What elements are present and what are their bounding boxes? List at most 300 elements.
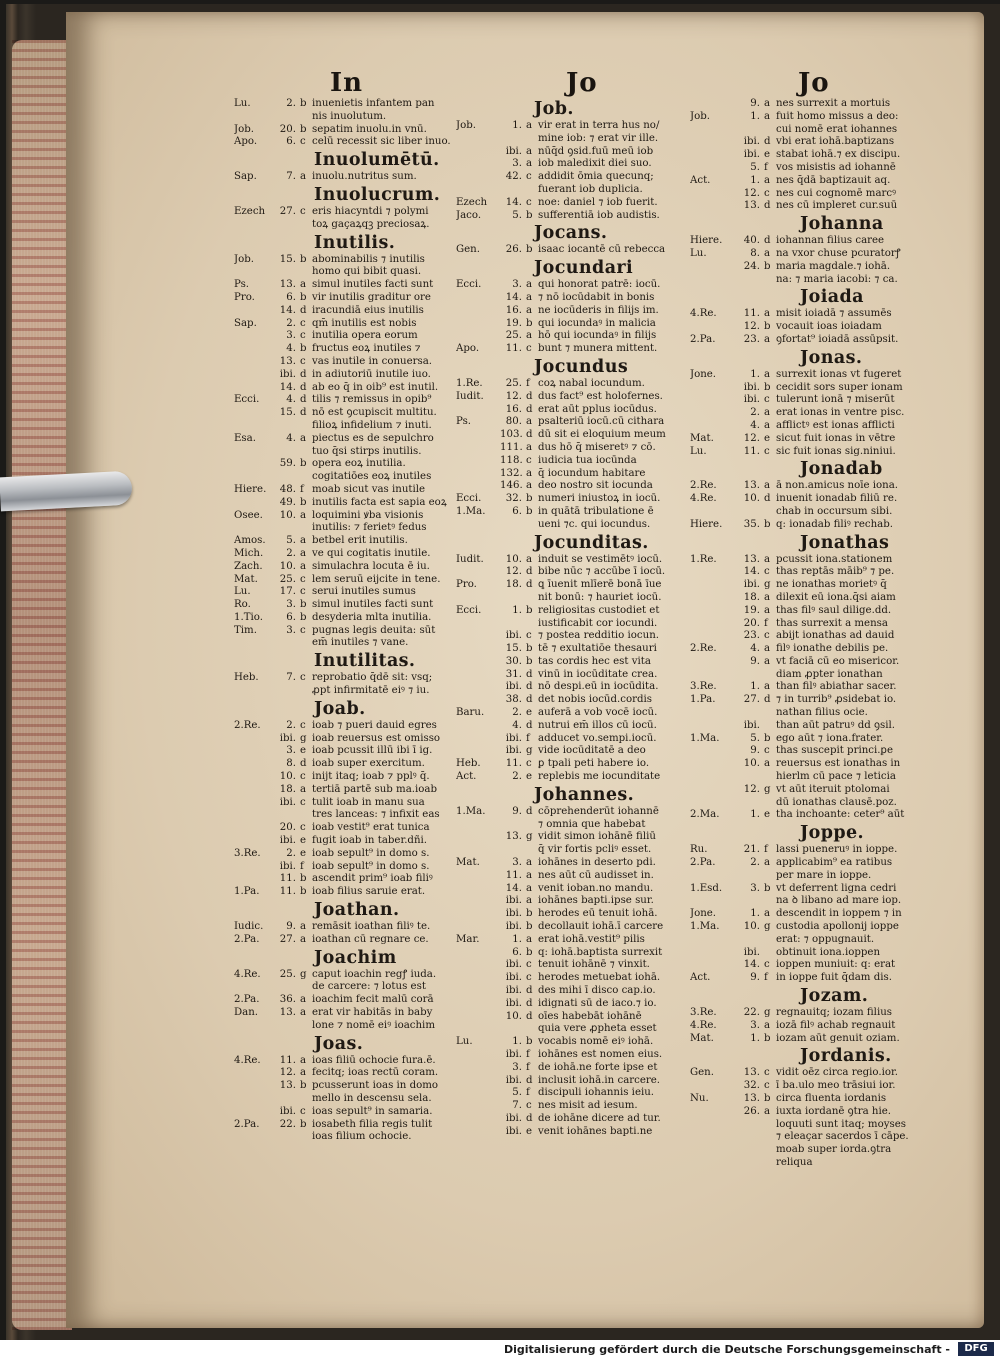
book-ref: [456, 1023, 500, 1036]
chapter-ref: 21.: [743, 844, 760, 856]
section-letter: c: [300, 136, 306, 148]
chapter-ref: [736, 1144, 764, 1157]
chapter-ref: 4.: [512, 719, 522, 731]
entry-text: erat: ⁊ oppugnauit.: [776, 933, 875, 945]
book-ref: [690, 745, 736, 758]
section-letter: b: [526, 946, 533, 958]
entry-line: [234, 206, 458, 219]
section-letter: c: [764, 959, 770, 971]
book-ref: 1.Tio.: [234, 611, 263, 623]
section-letter: [300, 685, 312, 698]
chapter-ref: 20.: [279, 123, 296, 135]
entry-text: descendit in ioppem ⁊ in: [776, 908, 902, 920]
entry-line: [456, 566, 688, 579]
entry-text: ioachim fecit malū corā: [312, 994, 434, 1006]
entry-line: [234, 745, 458, 758]
entry-text: custodia apollonij ioppe: [776, 921, 899, 933]
book-ref: Ru.: [690, 844, 708, 856]
section-letter: f: [526, 732, 530, 744]
section-letter: c: [300, 672, 306, 684]
chapter-ref: ibi.: [505, 732, 522, 744]
section-letter: a: [526, 304, 533, 316]
book-ref: Ps.: [456, 416, 472, 428]
book-ref: [234, 458, 274, 471]
section-letter: [526, 844, 538, 857]
entry-line: [456, 468, 688, 481]
book-ref: Mat.: [234, 573, 258, 585]
entry-line: [456, 771, 688, 784]
entry-line: [234, 981, 458, 994]
chapter-ref: 59.: [279, 458, 296, 470]
book-ref: [456, 908, 500, 921]
chapter-ref: 6.: [512, 505, 522, 517]
chapter-ref: ibi.: [279, 835, 296, 847]
chapter-ref: ibi.: [505, 681, 522, 693]
book-ref: 1.Re.: [456, 377, 483, 389]
book-ref: [690, 261, 736, 274]
entry-line: [690, 162, 926, 175]
chapter-ref: [274, 809, 300, 822]
entry-text: ab eo q̄ in oib⁹ est inutil.: [312, 381, 439, 393]
chapter-ref: [500, 618, 526, 631]
book-ref: [456, 455, 500, 468]
section-letter: a: [764, 1019, 771, 1031]
section-letter: d: [526, 694, 533, 706]
book-ref: [690, 407, 736, 420]
chapter-ref: 13.: [743, 200, 760, 212]
entry-line: [690, 407, 926, 420]
entry-line: [690, 681, 926, 694]
book-ref: [234, 1131, 274, 1144]
entry-text: q: iohā.baptista surrexit: [538, 946, 663, 958]
book-ref: [234, 407, 274, 420]
section-letter: c: [300, 355, 306, 367]
section-letter: f: [526, 1061, 530, 1073]
entry-text: mine iob: ⁊ erat vir ille.: [538, 132, 659, 144]
chapter-ref: 6.: [512, 946, 522, 958]
chapter-ref: 13.: [279, 1007, 296, 1019]
entry-text: deo nostro sit iocunda: [538, 480, 653, 492]
entry-text: fecitq; ioas rectū coram.: [312, 1067, 439, 1079]
book-ref: [456, 921, 500, 934]
section-heading: Jonas.: [800, 347, 863, 368]
section-letter: b: [764, 882, 771, 894]
entry-line: [690, 1119, 926, 1132]
chapter-ref: 10.: [505, 553, 522, 565]
section-letter: d: [526, 719, 533, 731]
entry-line: [690, 947, 926, 960]
entry-text: nes cui cognomē marcꝰ: [776, 187, 897, 199]
book-ref: [234, 266, 274, 279]
book-ref: [456, 720, 500, 733]
chapter-ref: 2.: [512, 771, 522, 783]
column-3: [690, 98, 926, 1170]
section-letter: a: [764, 643, 771, 655]
book-ref: [690, 592, 736, 605]
entry-line: [690, 394, 926, 407]
dfg-logo: DFG: [958, 1342, 994, 1356]
section-letter: d: [764, 694, 771, 706]
entry-line: [456, 579, 688, 592]
entry-text: tas cordis hec est vita: [538, 655, 651, 667]
section-letter: b: [300, 253, 307, 265]
book-ref: [234, 446, 274, 459]
entry-text: iohannan filius caree: [776, 235, 885, 247]
entry-line: [456, 643, 688, 656]
entry-line: [234, 318, 458, 331]
entry-text: iozā filꝰ achab regnauit: [776, 1019, 896, 1031]
entry-text: loquuti sunt itaq; moyses: [776, 1118, 906, 1130]
chapter-ref: 10.: [279, 509, 296, 521]
entry-text: nes surrexit a mortuis: [776, 98, 891, 109]
section-letter: [300, 809, 312, 822]
section-letter: d: [300, 394, 307, 406]
entry-line: [456, 605, 688, 618]
entry-text: ne ionathas morietꝰ q̄: [776, 579, 887, 591]
chapter-ref: 10.: [279, 771, 296, 783]
entry-text: ueni ⁊c. qui iocundus.: [538, 518, 651, 530]
entry-text: iohānes in deserto pdi.: [538, 857, 656, 869]
section-letter: a: [764, 604, 771, 616]
chapter-ref: [274, 266, 300, 279]
chapter-ref: 5.: [750, 732, 760, 744]
book-ref: [690, 771, 736, 784]
entry-text: ioab reuersus est omisso: [312, 732, 441, 744]
entry-text: iuxta iordanē ꝯtra hie.: [776, 1105, 891, 1117]
section-letter: [300, 420, 312, 433]
section-letter: [526, 819, 538, 832]
entry-line: [690, 1067, 926, 1080]
entry-text: qui honorat patrē: iocū.: [538, 279, 661, 291]
entry-line: [456, 707, 688, 720]
chapter-ref: 10.: [279, 560, 296, 572]
section-letter: c: [764, 745, 770, 757]
entry-line: [456, 819, 688, 832]
section-letter: c: [300, 624, 306, 636]
entry-text: misit ioiadā ⁊ assumēs: [776, 308, 892, 320]
entry-line: [690, 124, 926, 137]
entry-line: [456, 378, 688, 391]
entry-line: [690, 1157, 926, 1170]
section-letter: d: [526, 403, 533, 415]
section-letter: b: [300, 599, 307, 611]
book-ref: [690, 1106, 736, 1119]
entry-line: [234, 771, 458, 784]
book-ref: [456, 1062, 500, 1075]
chapter-ref: 14.: [279, 304, 296, 316]
book-ref: [456, 745, 500, 758]
chapter-ref: 118.: [500, 454, 523, 466]
footer-credit: Digitalisierung gefördert durch die Deutsche Forschungsgemeinschaft -: [503, 1343, 950, 1356]
book-ref: [234, 1093, 274, 1106]
section-letter: a: [526, 120, 533, 131]
entry-text: qui iocundaꝰ in malicia: [538, 317, 656, 329]
chapter-ref: ibi.: [505, 895, 522, 907]
book-ref: [690, 149, 736, 162]
chapter-ref: 12.: [743, 432, 760, 444]
chapter-ref: 6.: [286, 291, 296, 303]
entry-line: [234, 861, 458, 874]
chapter-ref: 27.: [743, 694, 760, 706]
book-ref: [690, 188, 736, 201]
chapter-ref: 146.: [500, 480, 523, 492]
section-letter: c: [764, 1080, 770, 1092]
section-heading: Job.: [534, 99, 574, 119]
entry-text: celū recessit sic liber inuo.: [312, 136, 451, 148]
chapter-ref: 9.: [750, 98, 760, 109]
book-ref: [456, 694, 500, 707]
entry-text: sepatim inuolu.in vnū.: [312, 123, 427, 135]
section-heading: Jocunditas.: [534, 532, 649, 553]
book-ref: [690, 274, 736, 287]
section-letter: e: [764, 149, 771, 161]
section-heading: Jordanis.: [800, 1046, 892, 1067]
chapter-ref: [736, 274, 764, 287]
section-letter: a: [300, 1054, 307, 1066]
entry-text: tertiā partē sub ma.ioab: [312, 783, 437, 795]
entry-line: [456, 921, 688, 934]
book-ref: [234, 1106, 274, 1119]
chapter-ref: ibi.: [743, 394, 760, 406]
chapter-ref: ibi.: [505, 908, 522, 920]
chapter-ref: 9.: [750, 655, 760, 667]
book-ref: [456, 831, 500, 844]
entry-text: ioab sepult⁹ in domo s.: [312, 860, 430, 872]
entry-text: dū sit ei eloquium meum: [538, 429, 666, 441]
entry-text: tulerunt ionā ⁊ miserūt: [776, 394, 895, 406]
section-letter: a: [300, 1067, 307, 1079]
book-ref: [234, 356, 274, 369]
entry-line: [690, 972, 926, 985]
book-ref: Ecci.: [456, 493, 482, 505]
chapter-ref: 22.: [279, 1118, 296, 1130]
section-letter: d: [300, 368, 307, 380]
entry-line: [456, 519, 688, 532]
entry-line: [456, 947, 688, 960]
entry-line: [456, 1049, 688, 1062]
section-letter: c: [300, 771, 306, 783]
section-letter: a: [526, 933, 533, 945]
chapter-ref: [736, 895, 764, 908]
section-letter: a: [764, 333, 771, 345]
entry-text: reuersus est ionathas in: [776, 758, 901, 770]
entry-text: cogitatiōes eoꝝ inutiles: [312, 471, 432, 483]
book-ref: [456, 844, 500, 857]
section-letter: [764, 707, 776, 720]
entry-line: [690, 797, 926, 810]
entry-text: dus hō q̄ miseretꝰ ⁊ cō.: [538, 441, 656, 453]
book-ref: Iudic.: [234, 921, 264, 933]
book-ref: [690, 136, 736, 149]
entry-text: vocauit ioas ioiadam: [776, 321, 882, 333]
book-ref: [690, 797, 736, 810]
entry-line: [456, 343, 688, 356]
section-heading: Jonadab: [800, 459, 883, 480]
chapter-ref: [500, 519, 526, 532]
section-letter: a: [526, 895, 533, 907]
section-letter: f: [764, 617, 768, 629]
entry-line: [456, 870, 688, 883]
chapter-ref: [736, 1119, 764, 1132]
entry-line: [456, 1062, 688, 1075]
book-ref: [690, 605, 736, 618]
book-ref: Osee.: [234, 509, 263, 521]
entry-text: venit ioban.no mandu.: [538, 882, 654, 894]
chapter-ref: 38.: [505, 694, 522, 706]
entry-line: [690, 446, 926, 459]
section-letter: g: [764, 921, 771, 933]
entry-line: [690, 98, 926, 111]
entry-text: quia vere ꝓpheta esset: [538, 1023, 657, 1035]
entry-line: [234, 292, 458, 305]
book-ref: [456, 442, 500, 455]
section-letter: a: [526, 330, 533, 342]
chapter-ref: ibi.: [743, 381, 760, 393]
entry-line: [690, 870, 926, 883]
chapter-ref: 2.: [750, 857, 760, 869]
section-letter: b: [526, 921, 533, 933]
entry-text: fuit homo missus a deo:: [776, 110, 899, 122]
chapter-ref: ibi.: [505, 997, 522, 1009]
section-letter: [764, 1119, 776, 1132]
section-letter: [764, 934, 776, 947]
book-ref: [690, 420, 736, 433]
chapter-ref: [500, 819, 526, 832]
section-letter: a: [300, 994, 307, 1006]
entry-line: [690, 784, 926, 797]
section-letter: f: [764, 844, 768, 856]
entry-line: [456, 1023, 688, 1036]
section-heading: Inutilis.: [314, 232, 396, 253]
book-ref: Mat.: [690, 432, 714, 444]
chapter-ref: ibi.: [505, 921, 522, 933]
section-letter: c: [526, 630, 532, 642]
entry-text: ⁊ postea redditio iocun.: [538, 630, 660, 642]
book-ref: Nu.: [690, 1093, 709, 1104]
entry-text: piectus es de sepulchro: [312, 432, 434, 444]
entry-text: idignati sū de iaco.⁊ io.: [538, 997, 657, 1009]
entry-line: [456, 480, 688, 493]
section-letter: a: [526, 467, 533, 479]
section-letter: c: [300, 586, 306, 598]
section-letter: b: [764, 1093, 771, 1104]
section-letter: d: [526, 1010, 533, 1022]
chapter-ref: 14.: [743, 959, 760, 971]
book-ref: [690, 1119, 736, 1132]
entry-line: [456, 857, 688, 870]
section-letter: c: [526, 171, 532, 183]
section-letter: a: [764, 480, 771, 492]
book-ref: Job.: [690, 110, 710, 122]
entry-line: [234, 1020, 458, 1033]
entry-line: [234, 720, 458, 733]
section-letter: b: [764, 381, 771, 393]
entry-text: erat iohā.vestit⁹ pilis: [538, 933, 645, 945]
chapter-ref: 23.: [743, 333, 760, 345]
section-letter: [300, 981, 312, 994]
entry-text: applicabim⁹ ea ratibus: [776, 857, 893, 869]
book-ref: Lu.: [690, 445, 707, 457]
entry-line: [456, 442, 688, 455]
column-1: [234, 98, 458, 1144]
section-letter: a: [764, 758, 771, 770]
section-letter: [300, 1093, 312, 1106]
entry-line: [234, 420, 458, 433]
section-letter: [526, 133, 538, 146]
entry-line: [234, 809, 458, 822]
entry-text: replebis me iocunditate: [538, 771, 661, 783]
book-ref: Hiere.: [690, 518, 723, 530]
book-ref: [234, 835, 274, 848]
section-letter: b: [526, 643, 533, 655]
entry-text: nes misit ad iesum.: [538, 1100, 638, 1112]
book-ref: [456, 630, 500, 643]
chapter-ref: 18.: [743, 591, 760, 603]
section-letter: a: [300, 547, 307, 559]
entry-text: regnauitq; iozam filius: [776, 1007, 892, 1019]
section-letter: d: [526, 985, 533, 997]
running-header-3: Jo: [798, 68, 830, 98]
entry-text: ascendit prim⁹ ioab filiꝰ: [312, 873, 433, 885]
entry-line: [456, 455, 688, 468]
chapter-ref: [274, 1131, 300, 1144]
entry-text: isaac iocantē cū rebecca: [538, 244, 666, 256]
book-ref: [690, 1131, 736, 1144]
chapter-ref: [274, 981, 300, 994]
entry-text: psalteriū iocū.cū cithara: [538, 416, 665, 428]
entry-line: [234, 969, 458, 982]
book-ref: [234, 111, 274, 124]
entry-line: [234, 1106, 458, 1119]
entry-text: nathan filius ocie.: [776, 707, 868, 719]
chapter-ref: 3.: [750, 1019, 760, 1031]
entry-line: [456, 391, 688, 404]
section-heading: Inuolumētū.: [314, 150, 440, 171]
entry-line: [690, 506, 926, 519]
entry-text: iudicia tua iocūnda: [538, 454, 637, 466]
entry-text: na ꝺ libano ad mare iop.: [776, 895, 902, 907]
book-ref: 2.Pa.: [690, 333, 716, 345]
book-ref: [690, 707, 736, 720]
entry-line: [456, 806, 688, 819]
chapter-ref: 26.: [743, 1105, 760, 1117]
entry-text: vbi erat iohā.baptizans: [776, 136, 895, 148]
entry-line: [456, 895, 688, 908]
entry-line: [234, 484, 458, 497]
book-ref: Heb.: [456, 758, 481, 770]
section-letter: a: [300, 783, 307, 795]
entry-line: [690, 758, 926, 771]
section-letter: c: [764, 566, 770, 578]
entry-line: [690, 934, 926, 947]
chapter-ref: 9.: [750, 745, 760, 757]
chapter-ref: 6.: [286, 136, 296, 148]
entry-line: [234, 343, 458, 356]
book-ref: 3.Re.: [690, 1007, 717, 1019]
entry-line: [234, 279, 458, 292]
book-ref: [456, 292, 500, 305]
section-letter: [526, 618, 538, 631]
entry-text: ioab pcussit illū ibi ī ig.: [312, 745, 433, 757]
section-letter: a: [526, 158, 533, 170]
entry-line: [456, 210, 688, 223]
entry-line: [690, 554, 926, 567]
section-letter: d: [764, 136, 771, 148]
entry-line: [456, 998, 688, 1011]
entry-text: ⁊ eleaçar sacerdos ī cāpe.: [776, 1131, 909, 1143]
section-letter: b: [526, 209, 533, 221]
book-ref: [456, 468, 500, 481]
